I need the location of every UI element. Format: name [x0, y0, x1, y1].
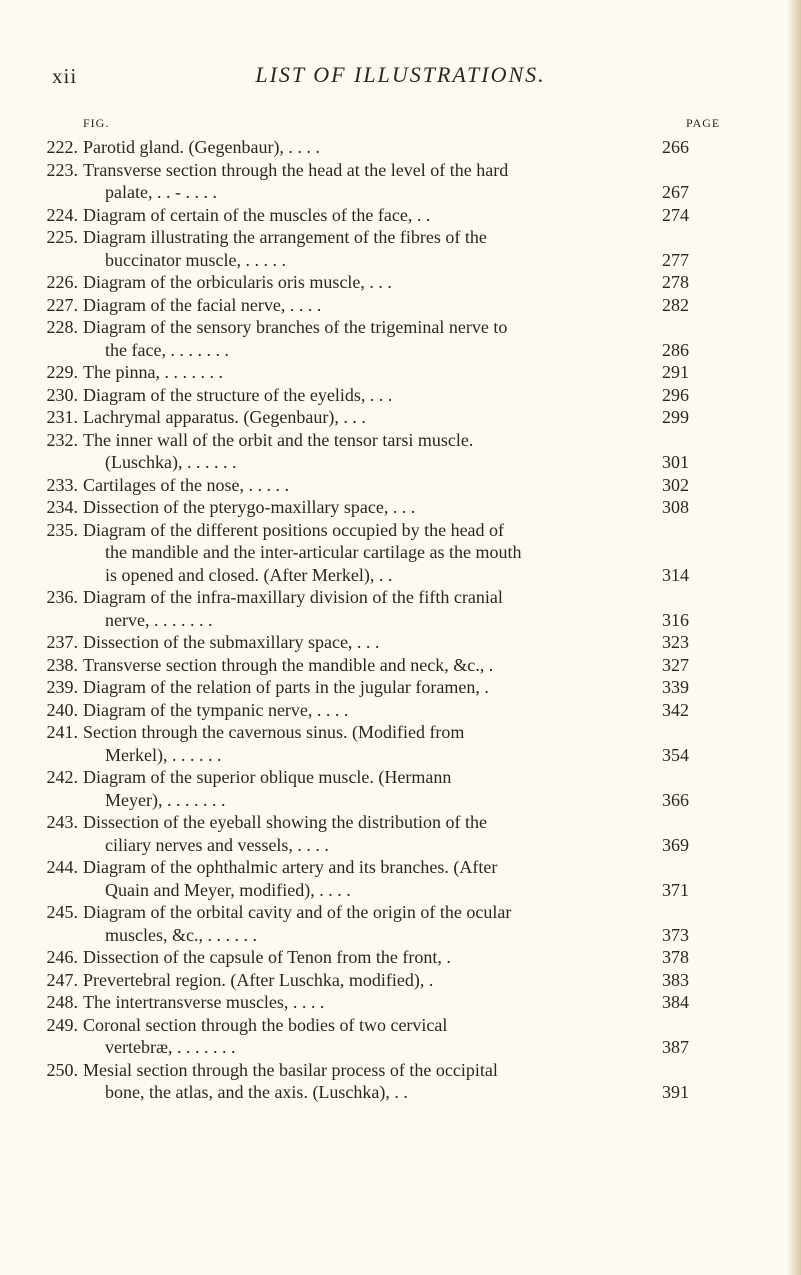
figure-caption [83, 1014, 648, 1059]
list-item [0, 406, 801, 429]
list-item [0, 384, 801, 407]
page-reference: 316 [662, 609, 689, 630]
illustrations-list [0, 136, 801, 1104]
figure-number: 231. [46, 407, 78, 427]
page-reference: 282 [662, 294, 689, 315]
page-reference: 314 [662, 564, 689, 585]
page-reference: 301 [662, 452, 689, 472]
page-reference: 378 [662, 947, 689, 967]
page-reference: 327 [662, 654, 689, 675]
caption-line: The inner wall of the orbit and the tensor tarsi muscle. [83, 429, 474, 450]
figure-number: 245. [46, 902, 78, 922]
caption-line: Cartilages of the nose, . . . . . [83, 474, 289, 495]
figure-caption [83, 654, 648, 677]
figure-number: 223. [46, 159, 78, 180]
page-column-header: PAGE [686, 116, 721, 130]
page-reference: 291 [662, 362, 689, 382]
caption-line: Mesial section through the basilar process of the occipital [83, 1059, 498, 1080]
figure-number: 244. [46, 857, 78, 877]
page-number: xii [52, 64, 78, 88]
figure-number: 229. [46, 362, 78, 382]
list-item [0, 969, 801, 992]
figure-caption [83, 204, 648, 227]
figure-number: 247. [46, 969, 78, 990]
figure-caption [83, 474, 648, 497]
figure-caption [83, 159, 648, 204]
list-item [0, 856, 801, 901]
figure-number: 234. [46, 497, 78, 517]
figure-number: 235. [46, 519, 78, 540]
caption-line: The pinna, . . . . . . . [83, 362, 223, 382]
list-item [0, 699, 801, 722]
figure-caption [83, 406, 648, 429]
figure-caption [83, 496, 648, 519]
caption-line: Dissection of the eyeball showing the distribution of the [83, 812, 487, 832]
page-reference: 299 [662, 407, 689, 427]
caption-line: Section through the cavernous sinus. (Modified from [83, 722, 465, 742]
page-reference: 266 [662, 137, 689, 157]
caption-line: The intertransverse muscles, . . . . [83, 992, 325, 1012]
figure-number: 228. [46, 317, 78, 337]
running-title: LIST OF ILLUSTRATIONS. [255, 62, 546, 87]
list-item [0, 676, 801, 699]
list-item [0, 901, 801, 946]
list-item [0, 271, 801, 294]
figure-number: 222. [46, 137, 78, 157]
figure-caption [83, 384, 648, 407]
list-item [0, 766, 801, 811]
list-item [0, 811, 801, 856]
list-item [0, 429, 801, 474]
caption-line: Coronal section through the bodies of two cervical [83, 1014, 448, 1035]
figure-number: 224. [46, 204, 78, 225]
page-reference: 371 [662, 879, 689, 900]
list-item [0, 496, 801, 519]
figure-number: 238. [46, 654, 78, 675]
page-reference: 286 [662, 339, 689, 360]
page-reference: 308 [662, 497, 689, 517]
list-item [0, 1059, 801, 1104]
caption-line: Diagram of the ophthalmic artery and its branches. (After [83, 857, 498, 877]
list-item [0, 226, 801, 271]
page-reference: 384 [662, 992, 689, 1012]
list-item [0, 1014, 801, 1059]
figure-caption [83, 271, 648, 294]
figure-number: 237. [46, 632, 78, 652]
caption-line: Lachrymal apparatus. (Gegenbaur), . . . [83, 407, 366, 427]
figure-caption [83, 294, 648, 317]
list-item [0, 721, 801, 766]
figure-caption [83, 316, 648, 361]
caption-line: the face, . . . . . . . [105, 339, 229, 360]
figure-number: 241. [46, 722, 78, 742]
figure-caption [83, 631, 648, 654]
caption-line: vertebræ, . . . . . . . [105, 1037, 236, 1057]
figure-caption [83, 901, 648, 946]
fig-column-header: FIG. [83, 116, 110, 130]
page-reference: 339 [662, 677, 689, 697]
figure-number: 236. [46, 587, 78, 607]
page-reference: 296 [662, 384, 689, 405]
figure-number: 243. [46, 812, 78, 832]
caption-line: Diagram of the tympanic nerve, . . . . [83, 699, 349, 720]
caption-line: Merkel), . . . . . . [105, 744, 222, 765]
figure-number: 246. [46, 947, 78, 967]
page-reference: 387 [662, 1037, 689, 1057]
caption-line: Diagram of the structure of the eyelids, . . . [83, 384, 393, 405]
list-item [0, 519, 801, 587]
caption-line: Parotid gland. (Gegenbaur), . . . . [83, 137, 320, 157]
figure-caption [83, 946, 648, 969]
caption-line: Diagram of the relation of parts in the jugular foramen, . [83, 677, 489, 697]
figure-caption [83, 721, 648, 766]
caption-line: bone, the atlas, and the axis. (Luschka), . . [105, 1082, 408, 1102]
page-reference: 373 [662, 924, 689, 945]
page-reference: 369 [662, 834, 689, 855]
caption-line: Quain and Meyer, modified), . . . . [105, 879, 351, 900]
page-reference: 278 [662, 272, 689, 292]
list-item [0, 204, 801, 227]
caption-line: Diagram of the infra-maxillary division of the fifth cranial [83, 587, 503, 607]
figure-caption [83, 226, 648, 271]
figure-caption [83, 811, 648, 856]
figure-caption [83, 586, 648, 631]
list-item [0, 361, 801, 384]
caption-line: Diagram of the orbital cavity and of the origin of the ocular [83, 902, 512, 922]
figure-number: 240. [46, 699, 78, 720]
list-item [0, 159, 801, 204]
page-reference: 383 [662, 969, 689, 990]
figure-caption [83, 676, 648, 699]
caption-line: Diagram of the facial nerve, . . . . [83, 294, 322, 315]
caption-line: Dissection of the pterygo-maxillary space, . . . [83, 497, 416, 517]
figure-number: 230. [46, 384, 78, 405]
list-item [0, 946, 801, 969]
caption-line: Meyer), . . . . . . . [105, 789, 226, 810]
caption-line: Diagram of the sensory branches of the trigeminal nerve to [83, 317, 508, 337]
figure-number: 233. [46, 474, 78, 495]
figure-number: 248. [46, 992, 78, 1012]
caption-line: Diagram of the orbicularis oris muscle, . . . [83, 272, 392, 292]
caption-line: buccinator muscle, . . . . . [105, 249, 286, 270]
caption-line: Diagram of certain of the muscles of the face, . . [83, 204, 431, 225]
figure-caption [83, 969, 648, 992]
figure-caption [83, 991, 648, 1014]
page-reference: 267 [662, 182, 689, 202]
caption-line: Dissection of the submaxillary space, . . . [83, 632, 380, 652]
page-reference: 323 [662, 632, 689, 652]
caption-line: Diagram of the superior oblique muscle. (Hermann [83, 767, 452, 787]
figure-number: 226. [46, 272, 78, 292]
list-item [0, 294, 801, 317]
list-item [0, 136, 801, 159]
figure-number: 249. [46, 1014, 78, 1035]
caption-line: is opened and closed. (After Merkel), . . [105, 564, 393, 585]
caption-line: nerve, . . . . . . . [105, 609, 213, 630]
figure-number: 227. [46, 294, 78, 315]
figure-number: 242. [46, 767, 78, 787]
figure-caption [83, 136, 648, 159]
page-reference: 366 [662, 789, 689, 810]
figure-number: 250. [46, 1059, 78, 1080]
figure-number: 232. [46, 429, 78, 450]
list-item [0, 316, 801, 361]
figure-caption [83, 361, 648, 384]
caption-line: Transverse section through the mandible and neck, &c., . [83, 654, 494, 675]
page-reference: 391 [662, 1082, 689, 1102]
figure-number: 225. [46, 227, 78, 247]
list-item [0, 586, 801, 631]
figure-caption [83, 429, 648, 474]
caption-line: muscles, &c., . . . . . . [105, 924, 257, 945]
page-reference: 342 [662, 699, 689, 720]
caption-line: Transverse section through the head at the level of the hard [83, 159, 509, 180]
figure-caption [83, 766, 648, 811]
list-item [0, 991, 801, 1014]
page-reference: 302 [662, 474, 689, 495]
caption-line: Diagram of the different positions occupied by the head of [83, 519, 505, 540]
list-item [0, 631, 801, 654]
caption-line: (Luschka), . . . . . . [105, 452, 237, 472]
figure-caption [83, 699, 648, 722]
list-item [0, 654, 801, 677]
page-edge [787, 0, 801, 1275]
caption-line: Dissection of the capsule of Tenon from the front, . [83, 947, 451, 967]
figure-caption [83, 856, 648, 901]
list-item [0, 474, 801, 497]
figure-caption [83, 1059, 648, 1104]
page-reference: 354 [662, 744, 689, 765]
caption-line: ciliary nerves and vessels, . . . . [105, 834, 329, 855]
caption-line: Diagram illustrating the arrangement of the fibres of the [83, 227, 487, 247]
figure-number: 239. [46, 677, 78, 697]
page-reference: 277 [662, 249, 689, 270]
caption-line: Prevertebral region. (After Luschka, modified), . [83, 969, 434, 990]
page-reference: 274 [662, 204, 689, 225]
figure-caption [83, 519, 648, 587]
caption-line: palate, . . - . . . . [105, 182, 217, 202]
caption-line: the mandible and the inter-articular cartilage as the mouth [105, 542, 522, 562]
